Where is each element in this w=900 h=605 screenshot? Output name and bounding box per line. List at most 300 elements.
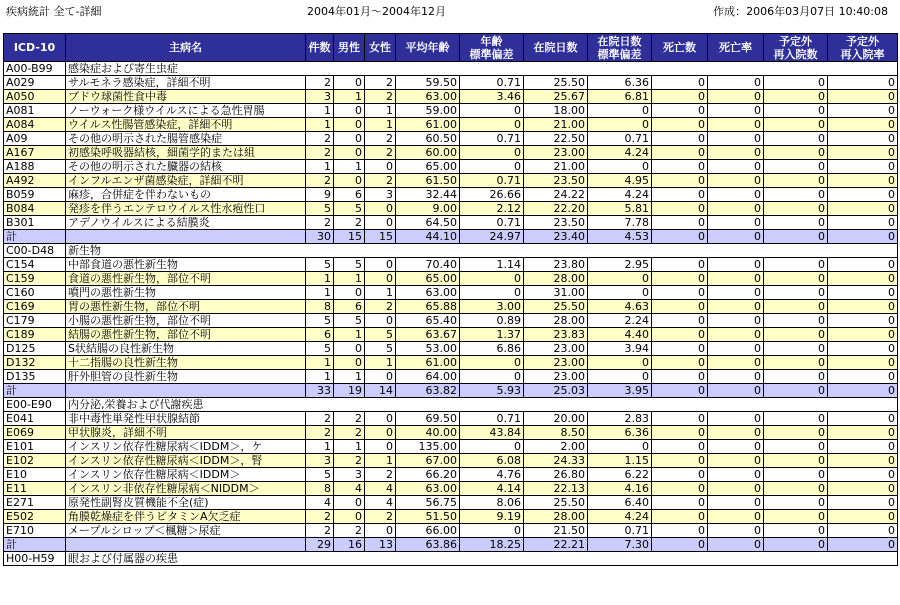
value-cell: 2 [306,132,334,146]
value-cell: 0 [708,524,764,538]
total-value-cell: 5.93 [460,384,524,398]
value-cell: 0 [652,468,708,482]
section-row [4,398,898,412]
disease-name-cell: 肝外胆管の良性新生物 [66,370,306,384]
value-cell: 0 [764,272,828,286]
value-cell: 65.40 [396,314,460,328]
table-row [4,76,898,90]
value-cell: 0 [334,342,365,356]
value-cell: 0 [652,258,708,272]
value-cell: 3 [306,454,334,468]
value-cell: 65.00 [396,160,460,174]
value-cell: 0 [764,118,828,132]
table-row [4,300,898,314]
total-row [4,384,898,398]
section-name: 眼および付属器の疾患 [66,552,898,566]
table-row [4,90,898,104]
total-value-cell: 0 [708,538,764,552]
icd-code-cell: C189 [4,328,66,342]
value-cell: 0 [652,510,708,524]
value-cell: 5 [365,342,396,356]
table-row [4,524,898,538]
table-row [4,482,898,496]
value-cell: 2.12 [460,202,524,216]
disease-name-cell: インフルエンザ菌感染症，詳細不明 [66,174,306,188]
value-cell: 0 [708,328,764,342]
total-value-cell: 0 [708,230,764,244]
icd-code-cell: A188 [4,160,66,174]
value-cell: 20.00 [524,412,588,426]
value-cell: 0 [652,174,708,188]
total-value-cell: 4.53 [588,230,652,244]
icd-code-cell: A029 [4,76,66,90]
total-value-cell: 30 [306,230,334,244]
total-value-cell: 15 [334,230,365,244]
value-cell: 0 [365,524,396,538]
value-cell: 8.06 [460,496,524,510]
value-cell: 4.24 [588,146,652,160]
value-cell: 0 [460,286,524,300]
column-header-0 [4,34,66,62]
value-cell: 40.00 [396,426,460,440]
table-row [4,440,898,454]
value-cell: 6 [334,188,365,202]
value-cell: 60.50 [396,132,460,146]
value-cell: 0 [764,412,828,426]
value-cell: 0 [764,76,828,90]
value-cell: 0 [764,286,828,300]
value-cell: 0 [652,286,708,300]
value-cell: 0 [764,132,828,146]
icd-code-cell: D135 [4,370,66,384]
value-cell: 1 [334,440,365,454]
value-cell: 1 [365,356,396,370]
column-header-text: 主病名 [169,41,202,54]
value-cell: 0 [764,482,828,496]
disease-name-cell: S状結腸の良性新生物 [66,342,306,356]
value-cell: 5 [334,314,365,328]
value-cell: 0 [828,188,898,202]
value-cell: 56.75 [396,496,460,510]
value-cell: 0 [652,188,708,202]
value-cell: 0.71 [460,132,524,146]
value-cell: 0 [828,104,898,118]
value-cell: 2 [306,76,334,90]
value-cell: 66.20 [396,468,460,482]
value-cell: 51.50 [396,510,460,524]
value-cell: 21.00 [524,160,588,174]
value-cell: 0 [708,314,764,328]
value-cell: 5 [365,328,396,342]
value-cell: 0 [764,174,828,188]
value-cell: 0 [764,370,828,384]
report-period: 2004年01月～2004年12月 [307,5,446,18]
value-cell: 0 [708,342,764,356]
value-cell: 63.67 [396,328,460,342]
value-cell: 59.50 [396,76,460,90]
value-cell: 21.50 [524,524,588,538]
value-cell: 0 [764,510,828,524]
value-cell: 4.76 [460,468,524,482]
value-cell: 24.33 [524,454,588,468]
value-cell: 1 [334,272,365,286]
table-row [4,132,898,146]
value-cell: 4.40 [588,328,652,342]
value-cell: 0 [652,216,708,230]
total-name-cell [66,384,306,398]
value-cell: 0 [708,174,764,188]
column-header-text: 予定外 [846,34,879,48]
disease-name-cell: インスリン依存性糖尿病＜IDDM＞，ケ [66,440,306,454]
value-cell: 25.50 [524,496,588,510]
value-cell: 0 [652,328,708,342]
value-cell: 0 [588,370,652,384]
value-cell: 67.00 [396,454,460,468]
section-row [4,244,898,258]
table-row [4,412,898,426]
value-cell: 5 [306,314,334,328]
value-cell: 0 [365,216,396,230]
value-cell: 0 [764,90,828,104]
value-cell: 0 [828,216,898,230]
value-cell: 2 [306,524,334,538]
value-cell: 59.00 [396,104,460,118]
value-cell: 0 [365,258,396,272]
value-cell: 6.08 [460,454,524,468]
value-cell: 23.00 [524,146,588,160]
value-cell: 1 [306,286,334,300]
value-cell: 28.00 [524,272,588,286]
value-cell: 0 [764,258,828,272]
table-header-row [4,34,898,62]
value-cell: 24.22 [524,188,588,202]
value-cell: 43.84 [460,426,524,440]
disease-name-cell: ウイルス性腸管感染症，詳細不明 [66,118,306,132]
value-cell: 0 [334,146,365,160]
disease-name-cell: 発疹を伴うエンテロウイルス性水疱性口 [66,202,306,216]
value-cell: 0 [708,440,764,454]
value-cell: 0 [652,146,708,160]
value-cell: 0 [708,216,764,230]
icd-code-cell: E271 [4,496,66,510]
table-row [4,216,898,230]
value-cell: 0 [708,496,764,510]
value-cell: 3.94 [588,342,652,356]
table-row [4,496,898,510]
value-cell: 0 [708,132,764,146]
value-cell: 2 [306,146,334,160]
report-title: 疾病統計 全て-詳細 [6,5,102,18]
column-header-text: 男性 [338,41,360,54]
icd-code-cell: A050 [4,90,66,104]
column-header-text: 死亡数 [663,41,696,54]
disease-name-cell: 麻疹，合併症を伴わないもの [66,188,306,202]
value-cell: 2 [306,426,334,440]
column-header-text: 予定外 [779,34,812,48]
value-cell: 25.50 [524,76,588,90]
table-row [4,188,898,202]
value-cell: 0 [828,76,898,90]
table-row [4,160,898,174]
value-cell: 6.36 [588,76,652,90]
value-cell: 0.89 [460,314,524,328]
disease-name-cell: メープルシロップ＜楓糖＞尿症 [66,524,306,538]
value-cell: 1 [306,370,334,384]
table-row [4,328,898,342]
column-header-text: 件数 [308,41,331,54]
value-cell: 0 [828,286,898,300]
value-cell: 1.37 [460,328,524,342]
value-cell: 2 [365,510,396,524]
table-row [4,272,898,286]
value-cell: 0 [588,286,652,300]
icd-code-cell: C179 [4,314,66,328]
table-row [4,146,898,160]
icd-code-cell: A167 [4,146,66,160]
value-cell: 1 [306,440,334,454]
column-header-text: ICD-10 [13,41,56,54]
total-value-cell: 15 [365,230,396,244]
total-value-cell: 25.03 [524,384,588,398]
value-cell: 0 [828,202,898,216]
value-cell: 0 [708,272,764,286]
value-cell: 0 [708,76,764,90]
value-cell: 0 [365,370,396,384]
value-cell: 0 [652,160,708,174]
column-header-text: 女性 [369,41,391,54]
disease-name-cell: 結腸の悪性新生物，部位不明 [66,328,306,342]
value-cell: 0 [652,356,708,370]
value-cell: 0 [588,356,652,370]
value-cell: 0 [828,468,898,482]
value-cell: 2 [365,174,396,188]
total-value-cell: 16 [334,538,365,552]
value-cell: 0 [828,118,898,132]
value-cell: 1.15 [588,454,652,468]
value-cell: 18.00 [524,104,588,118]
value-cell: 0 [764,314,828,328]
icd-code-cell: C160 [4,286,66,300]
total-value-cell: 0 [764,384,828,398]
value-cell: 0 [708,118,764,132]
value-cell: 0 [764,496,828,510]
icd-code-cell: A492 [4,174,66,188]
value-cell: 1 [306,104,334,118]
value-cell: 0 [828,300,898,314]
value-cell: 2 [365,90,396,104]
table-row [4,370,898,384]
value-cell: 61.00 [396,118,460,132]
value-cell: 1 [365,104,396,118]
total-value-cell: 23.40 [524,230,588,244]
icd-code-cell: B084 [4,202,66,216]
disease-name-cell: ノーウォーク様ウイルスによる急性胃腸 [66,104,306,118]
value-cell: 26.66 [460,188,524,202]
value-cell: 1 [306,272,334,286]
value-cell: 23.00 [524,342,588,356]
icd-code-cell: C154 [4,258,66,272]
value-cell: 0 [460,118,524,132]
value-cell: 0 [708,160,764,174]
value-cell: 64.00 [396,370,460,384]
value-cell: 0 [652,482,708,496]
value-cell: 0 [652,90,708,104]
disease-name-cell: その他の明示された腸管感染症 [66,132,306,146]
total-value-cell: 19 [334,384,365,398]
column-header-5 [396,34,460,62]
value-cell: 0 [764,146,828,160]
value-cell: 0 [334,118,365,132]
disease-name-cell: 初感染呼吸器結核，細菌学的または組 [66,146,306,160]
value-cell: 0 [708,426,764,440]
value-cell: 0 [334,496,365,510]
column-header-4 [365,34,396,62]
value-cell: 1 [334,328,365,342]
value-cell: 0 [334,510,365,524]
value-cell: 6 [334,300,365,314]
table-row [4,426,898,440]
value-cell: 53.00 [396,342,460,356]
value-cell: 2 [365,468,396,482]
disease-name-cell: 中部食道の悪性新生物 [66,258,306,272]
value-cell: 0 [764,440,828,454]
icd-code-cell: A081 [4,104,66,118]
column-header-10 [708,34,764,62]
value-cell: 0 [460,146,524,160]
value-cell: 0 [652,342,708,356]
total-label: 計 [4,538,66,552]
value-cell: 0.71 [460,174,524,188]
column-header-11 [764,34,828,62]
column-header-text: 再入院率 [840,47,885,61]
value-cell: 32.44 [396,188,460,202]
value-cell: 23.50 [524,174,588,188]
value-cell: 28.00 [524,510,588,524]
disease-name-cell: ブドウ球菌性食中毒 [66,90,306,104]
value-cell: 0 [652,454,708,468]
value-cell: 5 [334,202,365,216]
column-header-6 [460,34,524,62]
value-cell: 60.00 [396,146,460,160]
value-cell: 5 [306,202,334,216]
value-cell: 0 [588,272,652,286]
value-cell: 0.71 [460,76,524,90]
value-cell: 2 [306,216,334,230]
icd-code-cell: B301 [4,216,66,230]
column-header-text: 在院日数 [597,34,642,48]
value-cell: 0 [588,160,652,174]
value-cell: 65.00 [396,272,460,286]
value-cell: 63.00 [396,482,460,496]
value-cell: 0 [828,258,898,272]
column-header-text: 年齢 [480,34,503,48]
value-cell: 8 [306,300,334,314]
value-cell: 3 [306,90,334,104]
value-cell: 0 [708,146,764,160]
value-cell: 5 [334,258,365,272]
value-cell: 2 [306,412,334,426]
value-cell: 65.88 [396,300,460,314]
value-cell: 0 [828,440,898,454]
value-cell: 9 [306,188,334,202]
value-cell: 2 [334,454,365,468]
value-cell: 6.36 [588,426,652,440]
disease-name-cell: インスリン非依存性糖尿病＜NIDDM＞ [66,482,306,496]
table-body [4,62,898,566]
value-cell: 0 [365,314,396,328]
value-cell: 28.00 [524,314,588,328]
value-cell: 2 [365,76,396,90]
value-cell: 0 [708,468,764,482]
value-cell: 0 [828,482,898,496]
total-label: 計 [4,230,66,244]
value-cell: 25.50 [524,300,588,314]
value-cell: 2 [334,216,365,230]
total-value-cell: 3.95 [588,384,652,398]
value-cell: 0 [334,174,365,188]
value-cell: 0 [708,300,764,314]
value-cell: 0 [652,426,708,440]
value-cell: 5.81 [588,202,652,216]
total-value-cell: 14 [365,384,396,398]
total-row [4,230,898,244]
value-cell: 0 [652,202,708,216]
value-cell: 21.00 [524,118,588,132]
value-cell: 1 [306,356,334,370]
value-cell: 61.50 [396,174,460,188]
value-cell: 0 [588,440,652,454]
value-cell: 6.22 [588,468,652,482]
section-code: E00-E90 [4,398,66,412]
value-cell: 0 [334,104,365,118]
value-cell: 0 [460,440,524,454]
value-cell: 0 [828,524,898,538]
table-row [4,286,898,300]
table-row [4,104,898,118]
icd-code-cell: C169 [4,300,66,314]
value-cell: 4.14 [460,482,524,496]
disease-name-cell: 十二指腸の良性新生物 [66,356,306,370]
value-cell: 0.71 [460,412,524,426]
total-value-cell: 0 [652,230,708,244]
value-cell: 22.50 [524,132,588,146]
column-header-1 [66,34,306,62]
table-row [4,468,898,482]
total-value-cell: 0 [764,230,828,244]
value-cell: 0 [652,118,708,132]
value-cell: 0 [460,272,524,286]
section-code: C00-D48 [4,244,66,258]
value-cell: 0 [828,370,898,384]
value-cell: 0 [828,90,898,104]
column-header-9 [652,34,708,62]
total-value-cell: 18.25 [460,538,524,552]
table-row [4,118,898,132]
value-cell: 5 [306,468,334,482]
value-cell: 0 [365,412,396,426]
table-row [4,342,898,356]
value-cell: 2 [334,524,365,538]
total-row [4,538,898,552]
column-header-2 [306,34,334,62]
value-cell: 63.00 [396,90,460,104]
value-cell: 25.67 [524,90,588,104]
value-cell: 2 [306,174,334,188]
value-cell: 0 [708,258,764,272]
value-cell: 6.81 [588,90,652,104]
value-cell: 1.14 [460,258,524,272]
value-cell: 9.00 [396,202,460,216]
